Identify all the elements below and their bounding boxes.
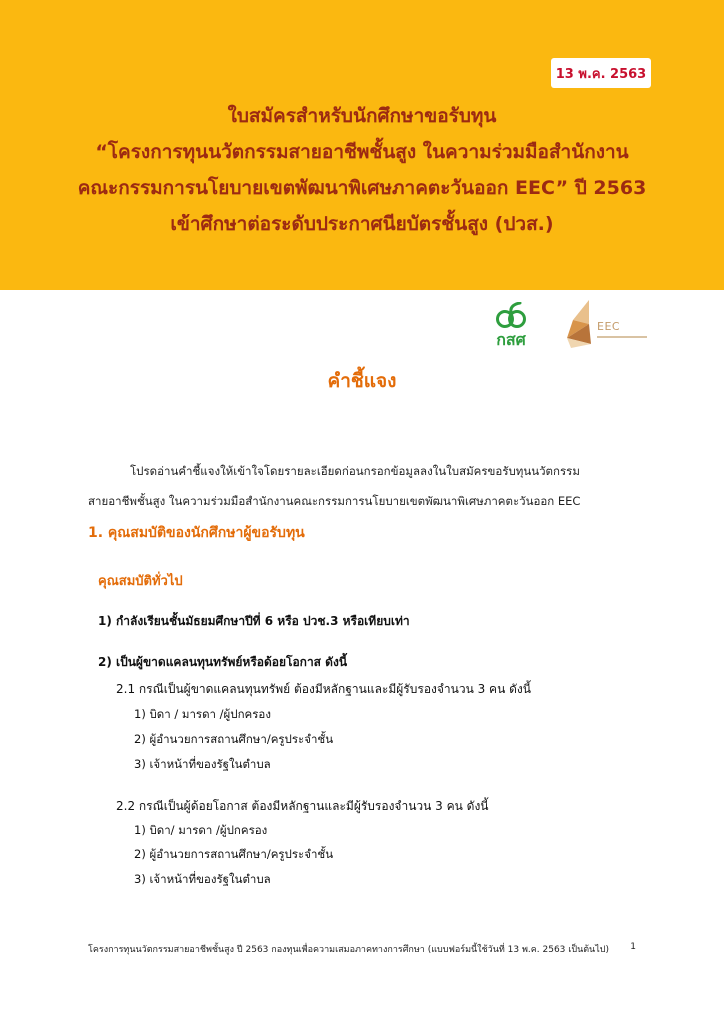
list-item: 1) บิดา / มารดา /ผู้ปกครอง [134,707,271,721]
title-line-3: คณะกรรมการนโยบายเขตพัฒนาพิเศษภาคตะวันออก EEC” ปี 2563 [77,177,647,199]
gsf-logo [486,302,536,352]
title-line-4: เข้าศึกษาต่อระดับประกาศนียบัตรชั้นสูง (ปวส.) [170,213,554,235]
heading-qualifications: 1. คุณสมบัติของนักศึกษาผู้ขอรับทุน [88,525,305,541]
list-item: 2) ผู้อำนวยการสถานศึกษา/ครูประจำชั้น [134,732,334,746]
page-number: 1 [630,942,636,952]
title-line-1: ใบสมัครสำหรับนักศึกษาขอรับทุน [227,105,497,127]
qualification-item-2-2: 2.2 กรณีเป็นผู้ด้อยโอกาส ต้องมีหลักฐานและมีผู้รับรองจำนวน 3 คน ดังนี้ [116,799,489,813]
eec-logo [563,298,649,352]
eec-logo-text: EEC [597,320,621,333]
gsf-leaf-icon [494,302,528,330]
list-item: 3) เจ้าหน้าที่ของรัฐในตำบล [134,757,271,771]
list-item: 2) ผู้อำนวยการสถานศึกษา/ครูประจำชั้น [134,847,334,861]
footer-text: โครงการทุนนวัตกรรมสายอาชีพชั้นสูง ปี 2563 กองทุนเพื่อความเสมอภาคทางการศึกษา (แบบฟอร์มนี้ใช้วันที่ 13 พ.ค. 2563 เป็นต้นไป) [88,945,609,955]
title-line-2: “โครงการทุนนวัตกรรมสายอาชีพชั้นสูง ในความร่วมมือสำนักงาน [95,141,629,163]
document-title [40,98,684,242]
list-item: 1) บิดา/ มารดา /ผู้ปกครอง [134,823,268,837]
qualification-item-1: 1) กำลังเรียนชั้นมัธยมศึกษาปีที่ 6 หรือ ปวช.3 หรือเทียบเท่า [98,614,410,628]
intro-line-2: สายอาชีพชั้นสูง ในความร่วมมือสำนักงานคณะกรรมการนโยบายเขตพัฒนาพิเศษภาคตะวันออก EEC [88,494,581,508]
date-badge: 13 พ.ค. 2563 [551,58,651,88]
subheading-general: คุณสมบัติทั่วไป [98,574,183,589]
list-item: 3) เจ้าหน้าที่ของรัฐในตำบล [134,872,271,886]
page-footer [88,942,636,956]
header-banner [0,0,724,290]
qualification-item-2-1: 2.1 กรณีเป็นผู้ขาดแคลนทุนทรัพย์ ต้องมีหลักฐานและมีผู้รับรองจำนวน 3 คน ดังนี้ [116,682,531,696]
qualification-item-2: 2) เป็นผู้ขาดแคลนทุนทรัพย์หรือด้อยโอกาส ดังนี้ [98,655,348,669]
gsf-logo-text: กสศ [496,330,526,349]
eec-logo-underline [597,336,647,338]
section-title: คำชี้แจง [327,370,397,392]
eec-logo-icon [563,298,597,350]
intro-paragraph [88,456,648,516]
intro-line-1: โปรดอ่านคำชี้แจงให้เข้าใจโดยรายละเอียดก่อนกรอกข้อมูลลงในใบสมัครขอรับทุนนวัตกรรม [130,464,580,478]
